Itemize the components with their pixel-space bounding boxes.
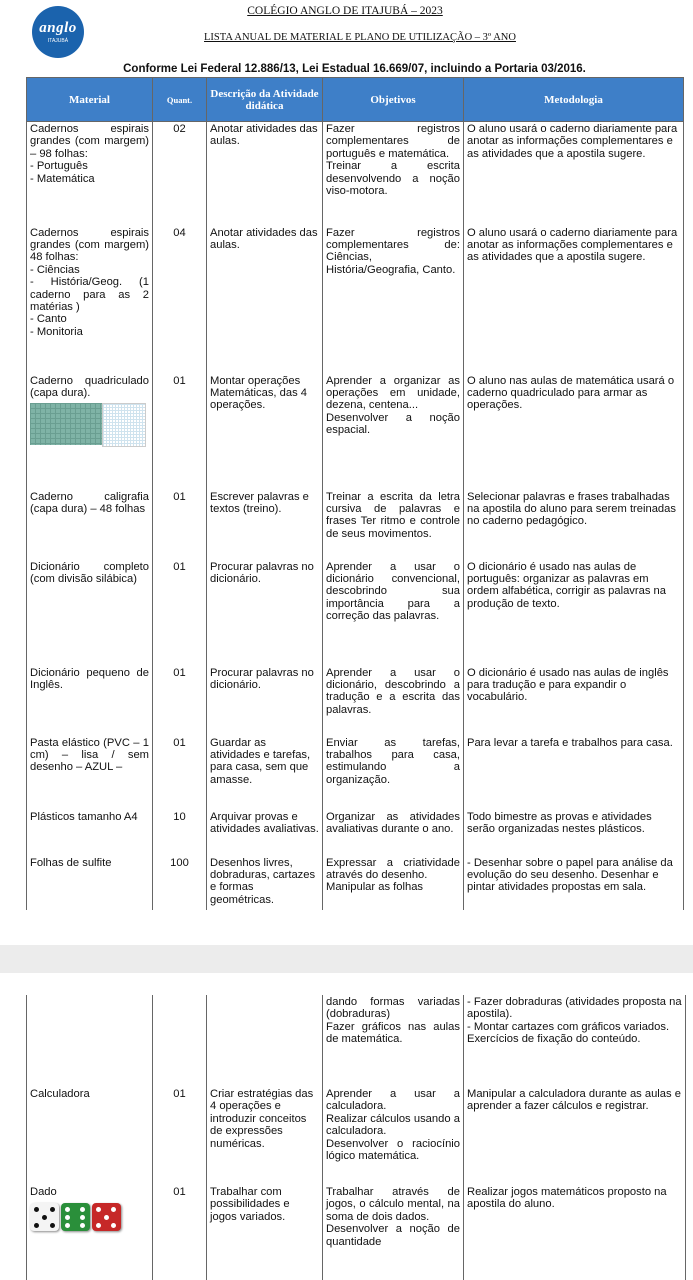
metodologia-text: - Desenhar sobre o papel para análise da evolução do seu desenho. Desenhar e pintar atividades propostas em sala. [467,856,673,894]
cell-material [27,995,153,1087]
cell-objetivos [323,122,464,226]
cell-metodologia [464,856,684,910]
objetivos-text: Treinar a escrita da letra cursiva de palavras e frases Ter ritmo e controle de seus movimentos. [326,490,460,540]
objetivos-text: Aprender a organizar as operações em unidade, dezena, centena... Desenvolver a noção espacial. [326,374,460,437]
atividade-text: Criar estratégias das 4 operações e introduzir conceitos de expressões numéricas. [210,1088,314,1150]
metodologia-text: O aluno usará o caderno diariamente para anotar as informações complementares e as atividades que a apostila sugere. [467,123,678,160]
metodologia-text: O aluno usará o caderno diariamente para anotar as informações complementares e as atividades que a apostila sugere. [467,226,678,264]
cell-atividade [207,226,323,374]
metodologia-text: O dicionário é usado nas aulas de inglês para tradução e para expandir o vocabulário. [467,666,669,704]
page-2 [0,973,693,1280]
logo-subtext: ITAJUBÁ [47,38,69,44]
cell-objetivos [323,490,464,560]
cell-metodologia [464,226,684,374]
atividade-text: Escrever palavras e textos (treino). [210,490,309,515]
objetivos-text: Enviar as tarefas, trabalhos para casa, estimulando a organização. [326,736,460,786]
cell-atividade [207,736,323,810]
table-row [27,1185,686,1280]
cell-metodologia [464,490,684,560]
cell-material [27,666,153,736]
table-header-row [27,78,684,122]
atividade-text: Procurar palavras no dicionário. [210,560,314,585]
cell-metodologia [464,736,684,810]
metodologia-text: O aluno nas aulas de matemática usará o caderno quadriculado para armar as operações. [467,374,675,412]
cell-atividade [207,374,323,490]
cell-quant [153,666,207,736]
school-logo [32,6,84,58]
col-header-atividade: Descrição da Atividade didática [207,78,323,122]
logo-text: anglo [39,20,77,36]
cell-quant [153,1185,207,1280]
die [61,1203,90,1231]
cell-quant [153,856,207,910]
cell-objetivos [323,666,464,736]
dice-image [30,1203,149,1231]
metodologia-text: Selecionar palavras e frases trabalhadas na apostila do aluno para serem treinadas no caderno pedagógico. [467,490,676,528]
objetivos-text: Trabalhar através de jogos, o cálculo mental, na soma de dois dados. Desenvolver a noção de quantidade [326,1186,460,1248]
objetivos-text: dando formas variadas (dobraduras) Fazer gráficos nas aulas de matemática. [326,996,460,1046]
quant-text: 02 [173,123,186,135]
cell-quant [153,1087,207,1185]
material-text: Caderno caligrafia (capa dura) – 48 folhas [30,490,149,515]
table-row [27,122,684,226]
cell-metodologia [464,1185,686,1280]
die [30,1203,59,1231]
table-row [27,736,684,810]
cell-objetivos [323,856,464,910]
atividade-text: Desenhos livres, dobraduras, cartazes e formas geométricas. [210,856,316,906]
atividade-text: Anotar atividades das aulas. [210,123,318,148]
die [92,1203,121,1231]
cell-metodologia [464,810,684,856]
cell-material [27,810,153,856]
table-row [27,374,684,490]
quant-text: 04 [173,226,186,239]
cell-objetivos [323,226,464,374]
material-text: Cadernos espirais grandes (com margem) 48 folhas: - Ciências - História/Geog. (1 caderno para as 2 matérias ) - Canto - Monitoria [30,226,149,338]
cell-material [27,226,153,374]
table-row [27,995,686,1087]
table-row [27,810,684,856]
school-title: COLÉGIO ANGLO DE ITAJUBÁ – 2023 [247,5,443,17]
atividade-text: Arquivar provas e atividades avaliativas. [210,810,319,835]
table-row [27,1087,686,1185]
quant-text: 01 [173,666,186,679]
cell-metodologia [464,374,684,490]
cell-material [27,736,153,810]
cell-objetivos [323,1087,464,1185]
quant-text: 01 [173,560,186,573]
material-text: Calculadora [30,1088,90,1100]
table-row [27,490,684,560]
cell-atividade [207,1185,323,1280]
cell-objetivos [323,995,464,1087]
atividade-text: Anotar atividades das aulas. [210,226,318,251]
cell-objetivos [323,560,464,666]
atividade-text: Trabalhar com possibilidades e jogos variados. [210,1186,290,1223]
objetivos-text: Aprender a usar o dicionário, descobrindo a tradução e a escrita das palavras. [326,666,460,716]
cell-material [27,122,153,226]
objetivos-text: Fazer registros complementares de: Ciências, História/Geografia, Canto. [326,226,460,276]
quant-text: 01 [173,490,186,503]
cell-material [27,560,153,666]
list-title: LISTA ANUAL DE MATERIAL E PLANO DE UTILIZAÇÃO – 3º ANO [204,32,516,43]
quant-text: 01 [173,1088,186,1100]
cell-material [27,490,153,560]
cell-atividade [207,490,323,560]
table-row [27,226,684,374]
cell-objetivos [323,374,464,490]
objetivos-text: Organizar as atividades avaliativas durante o ano. [326,810,460,835]
objetivos-text: Expressar a criatividade através do desenho. Manipular as folhas [326,856,460,894]
page-gap [0,945,693,973]
material-text: Folhas de sulfite [30,856,112,869]
cell-metodologia [464,1087,686,1185]
law-reference: Conforme Lei Federal 12.886/13, Lei Estadual 16.669/07, incluindo a Portaria 03/2016. [123,63,586,75]
metodologia-text: Todo bimestre as provas e atividades serão organizadas nestes plásticos. [467,810,652,835]
metodologia-text: Manipular a calculadora durante as aulas e aprender a fazer cálculos e registrar. [467,1088,681,1113]
col-header-metodologia: Metodologia [464,78,684,122]
material-text: Cadernos espirais grandes (com margem) – 98 folhas: - Português - Matemática [30,123,149,185]
metodologia-text: - Fazer dobraduras (atividades proposta na apostila). - Montar cartazes com gráficos variados. Exercícios de fixação do conteúdo. [467,996,682,1046]
table-row [27,856,684,910]
cell-material [27,374,153,490]
quant-text: 01 [173,374,186,387]
material-text: Caderno quadriculado (capa dura). [30,374,149,399]
cell-atividade [207,1087,323,1185]
material-text: Pasta elástico (PVC – 1 cm) – lisa / sem desenho – AZUL – [30,736,149,774]
cell-quant [153,736,207,810]
material-text: Dicionário completo (com divisão silábica) [30,560,149,585]
cell-quant [153,810,207,856]
metodologia-text: Para levar a tarefa e trabalhos para casa. [467,736,673,749]
cell-metodologia [464,666,684,736]
cell-material [27,1087,153,1185]
cell-objetivos [323,810,464,856]
cell-quant [153,560,207,666]
cell-quant [153,122,207,226]
atividade-text: Guardar as atividades e tarefas, para casa, sem que amasse. [210,736,311,786]
cell-metodologia [464,560,684,666]
objetivos-text: Aprender a usar a calculadora. Realizar cálculos usando a calculadora. Desenvolver o raciocínio lógico matemática. [326,1088,460,1163]
table-row [27,666,684,736]
cell-atividade [207,856,323,910]
cell-atividade [207,122,323,226]
cell-quant [153,226,207,374]
grid-notebook-image [30,403,102,445]
cell-quant [153,995,207,1087]
cell-atividade [207,560,323,666]
material-text: Dado [30,1186,57,1198]
cell-atividade [207,995,323,1087]
cell-quant [153,374,207,490]
cell-atividade [207,666,323,736]
quant-text: 01 [173,1186,186,1198]
metodologia-text: O dicionário é usado nas aulas de português: organizar as palavras em ordem alfabética, corrigir as palavras na produção de texto. [467,560,666,610]
material-table-continued [26,995,686,1280]
cell-metodologia [464,995,686,1087]
col-header-quant: Quant. [153,78,207,122]
material-text: Dicionário pequeno de Inglês. [30,666,149,691]
atividade-text: Montar operações Matemáticas, das 4 operações. [210,374,308,412]
material-table [26,77,684,910]
quant-text: 10 [173,810,186,823]
cell-atividade [207,810,323,856]
quant-text: 100 [170,856,189,869]
cell-material [27,1185,153,1280]
cell-objetivos [323,736,464,810]
material-text: Plásticos tamanho A4 [30,810,138,823]
cell-material [27,856,153,910]
metodologia-text: Realizar jogos matemáticos proposto na apostila do aluno. [467,1186,667,1211]
cell-objetivos [323,1185,464,1280]
quant-text: 01 [173,736,186,749]
objetivos-text: Aprender a usar o dicionário convencional, descobrindo sua importância para a correção das palavras. [326,560,460,623]
atividade-text: Procurar palavras no dicionário. [210,666,314,691]
objetivos-text: Fazer registros complementares de português e matemática. Treinar a escrita desenvolvendo a noção viso-motora. [326,123,460,198]
table-row [27,560,684,666]
cell-quant [153,490,207,560]
cell-metodologia [464,122,684,226]
col-header-material: Material [27,78,153,122]
col-header-objetivos: Objetivos [323,78,464,122]
